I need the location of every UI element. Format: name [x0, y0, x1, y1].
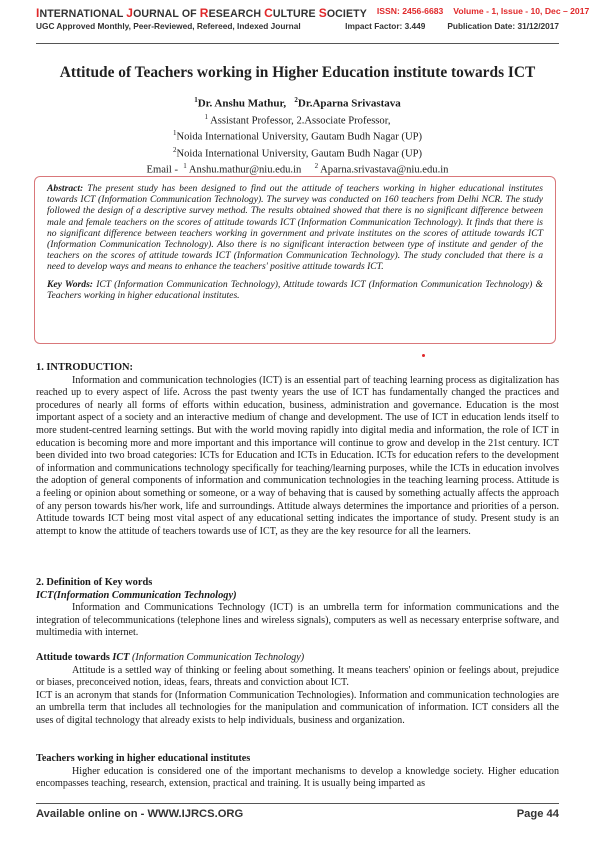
paper-title: Attitude of Teachers working in Higher Education institute towards ICT	[59, 64, 536, 81]
journal-name: INTERNATIONAL JOURNAL OF RESEARCH CULTURE SOCIETY	[36, 6, 367, 20]
section-introduction	[36, 362, 559, 538]
volume-issue: Volume - 1, Issue - 10, Dec – 2017	[453, 6, 590, 16]
section-attitude	[36, 652, 559, 728]
email-link-2[interactable]: Aparna.srivastava@niu.edu.in	[320, 164, 449, 176]
impact-factor: Impact Factor: 3.449	[345, 21, 426, 31]
website-link[interactable]: Available online on - WWW.IJRCS.ORG	[36, 808, 244, 820]
keywords: Key Words: ICT (Information Communication Technology), Attitude towards ICT (Information Communication Technology) & Teachers working in higher educational institutes.	[47, 278, 543, 301]
intro-paragraph: Information and communication technologies (ICT) is an essential part of teaching learning process as digitalization has reached up to every aspect of life. Across the past twenty years the use of ICT has fundamentally changed the practices and procedures of nearly all forms of efforts within education, business, administration and governance. Education is the most important aspect of a society and an interactive medium of change and development. The use of ICT in education lends itself to more student-centred learning settings. But with the world moving rapidly into digital media and information, the role of ICT in education is becoming more and more important and this importance will continue to grow and develop in the 21st century. ICT been divided into two broad categories: ICTs for Education and ICTs in Education. ICTs for education refers to the development of information and communications technology specifically for teaching/learning purposes, while the ICTs in education involves the adoption of general components of information and communication technologies in the teaching learning process. Attitude is a feeling or opinion about something or someone, or a way of behaving that is caused by something actually affects the approach of any person towards his/her work, life and surroundings. Attitude always determines the importance and priorities of a person. Attitude towards ICT being most vital aspect of any educational setting indicates the importance of study. Present study is an attempt to know the attitude of teachers towards use of ICT, as they are the key resource for all the learners.	[36, 374, 559, 537]
emails: Email - $^1$ Anshu.mathur@niu.edu.in $^2$ Aparna.srivastava@niu.edu.in	[146, 162, 449, 176]
journal-header	[36, 6, 590, 44]
ict-acronym-paragraph: ICT is an acronym that stands for (Information Communication Technologies). Information and communication technologies are an umbrella term that includes all technologies for the manipulation and communication of information. ICT considers all the uses of digital technology that already exists to help individuals, business and organization.	[36, 689, 559, 726]
impact-pubdate	[323, 21, 559, 31]
section-teachers	[36, 753, 559, 791]
page-footer	[36, 808, 559, 820]
issn: ISSN: 2456-6683	[376, 6, 444, 16]
teachers-heading: Teachers working in higher educational institutes	[36, 753, 251, 764]
footer-rule	[36, 803, 559, 804]
ict-heading: ICT(Information Communication Technology)	[36, 589, 237, 601]
ict-paragraph: Information and Communications Technology (ICT) is an umbrella term for information communications and the integration of telecommunications (telephone lines and wireless signals), computers as well as necessary enterprise software, and multimedia with internet.	[36, 602, 559, 639]
section-definitions	[36, 577, 559, 640]
intro-heading: 1. INTRODUCTION:	[36, 362, 133, 373]
teachers-paragraph: Higher education is considered one of the important mechanisms to develop a knowledge society. Higher education encompasses teaching, research, extension, practical and training. It is usually being imparted as	[36, 765, 559, 790]
attitude-heading: Attitude towards ICT (Information Communication Technology)	[36, 652, 305, 663]
definitions-heading: 2. Definition of Key words	[36, 577, 153, 588]
attitude-paragraph: Attitude is a settled way of thinking or feeling about something. It means teachers' opinion or feelings about, prejudice or biases, preconceived notion, ideas, fears, threats and conviction about ICT.	[36, 664, 559, 689]
authors-block	[36, 94, 559, 177]
page-number: Page 44	[516, 808, 559, 820]
decorative-dot	[422, 354, 425, 357]
author-names: $^1$Dr. Anshu Mathur, $^2$Dr.Aparna Srivastava	[194, 96, 401, 110]
header-rule	[36, 43, 559, 44]
author-roles: $^1$ Assistant Professor, 2.Associate Professor,	[204, 112, 391, 127]
ugc-approval: UGC Approved Monthly, Peer-Reviewed, Refereed, Indexed Journal	[36, 21, 301, 31]
abstract-box	[34, 176, 556, 344]
abstract: Abstract: The present study has been designed to find out the attitude of teachers working in higher educational institutes towards ICT (Information Communication Technology). The survey was conducted on 160 teachers from Delhi NCR. The study followed the design of a descriptive survey method. The results obtained showed that there is no significant difference between male and female teachers on the scores of attitude towards ICT (Information Communication Technology). It finds that there is no significant difference between teachers working in government and private institutes on the scores of attitude towards ICT (Information Communication Technology). Also there is no significant interaction between type of institute and gender of the teachers on the scores of attitude towards ICT (Information Communication Technology). The study concluded that there is a need to develop ways and means to enhance the teachers' positive attitude towards ICT.	[47, 183, 543, 273]
issn-volume	[367, 6, 589, 20]
email-link-1[interactable]: Anshu.mathur@niu.edu.in	[188, 164, 302, 176]
affiliation-2: $^2$Noida International University, Gautam Budh Nagar (UP)	[172, 145, 423, 160]
affiliation-1: $^1$Noida International University, Gautam Budh Nagar (UP)	[172, 129, 423, 143]
publication-date: Publication Date: 31/12/2017	[447, 21, 559, 31]
